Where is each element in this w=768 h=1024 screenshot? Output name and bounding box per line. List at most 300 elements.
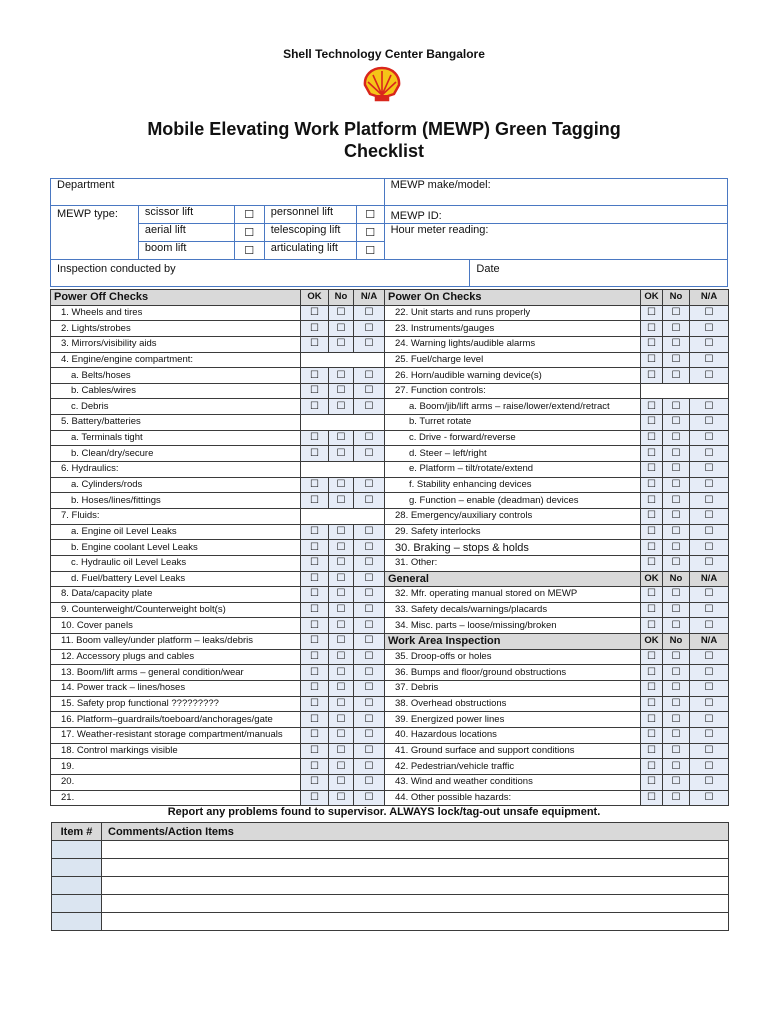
- item-number-cell[interactable]: [52, 859, 102, 877]
- no-checkbox[interactable]: ☐: [329, 712, 354, 728]
- na-checkbox[interactable]: ☐: [690, 462, 729, 478]
- na-checkbox[interactable]: ☐: [354, 587, 385, 603]
- col-ok-header: OK: [641, 634, 663, 650]
- table-row: [51, 587, 729, 603]
- na-checkbox[interactable]: ☐: [354, 696, 385, 712]
- no-checkbox[interactable]: ☐: [329, 524, 354, 540]
- no-checkbox[interactable]: ☐: [329, 790, 354, 806]
- table-row: [51, 665, 729, 681]
- no-checkbox[interactable]: ☐: [663, 696, 690, 712]
- type-boom-lift: boom lift: [138, 242, 234, 260]
- date-field[interactable]: Date: [470, 260, 728, 287]
- page-title: Mobile Elevating Work Platform (MEWP) Green Tagging Checklist: [147, 119, 621, 161]
- table-row: [51, 524, 729, 540]
- na-checkbox[interactable]: ☐: [354, 540, 385, 556]
- no-checkbox[interactable]: ☐: [329, 477, 354, 493]
- ok-checkbox[interactable]: ☐: [641, 743, 663, 759]
- equipment-info-table: [50, 178, 728, 287]
- no-checkbox[interactable]: ☐: [663, 790, 690, 806]
- na-checkbox[interactable]: ☐: [354, 383, 385, 399]
- item-number-cell[interactable]: [52, 877, 102, 895]
- articulating-lift-checkbox[interactable]: ☐: [356, 242, 384, 260]
- ok-checkbox[interactable]: ☐: [301, 649, 329, 665]
- ok-checkbox[interactable]: ☐: [301, 571, 329, 587]
- no-checkbox[interactable]: ☐: [663, 462, 690, 478]
- item-number-cell[interactable]: [52, 895, 102, 913]
- comment-row: [52, 859, 729, 877]
- na-checkbox[interactable]: ☐: [690, 524, 729, 540]
- check-item-label: 30. Braking – stops & holds: [385, 540, 641, 556]
- department-field[interactable]: Department: [51, 179, 385, 206]
- na-checkbox[interactable]: ☐: [354, 712, 385, 728]
- check-item-label: 9. Counterweight/Counterweight bolt(s): [51, 602, 301, 618]
- ok-checkbox[interactable]: ☐: [301, 430, 329, 446]
- item-number-cell[interactable]: [52, 841, 102, 859]
- no-checkbox[interactable]: ☐: [329, 618, 354, 634]
- ok-checkbox[interactable]: ☐: [641, 477, 663, 493]
- ok-checkbox[interactable]: ☐: [641, 681, 663, 697]
- na-checkbox[interactable]: ☐: [690, 649, 729, 665]
- check-item-label: 41. Ground surface and support conditions: [385, 743, 641, 759]
- na-checkbox[interactable]: ☐: [690, 305, 729, 321]
- check-item-label: 3. Mirrors/visibility aids: [51, 336, 301, 352]
- comment-row: [52, 841, 729, 859]
- check-item-label: 39. Energized power lines: [385, 712, 641, 728]
- check-item-label: c. Hydraulic oil Level Leaks: [51, 555, 301, 571]
- na-checkbox[interactable]: ☐: [354, 368, 385, 384]
- no-checkbox[interactable]: ☐: [663, 774, 690, 790]
- check-item-label: 34. Misc. parts – loose/missing/broken: [385, 618, 641, 634]
- check-item-label: 42. Pedestrian/vehicle traffic: [385, 759, 641, 775]
- table-row: [51, 712, 729, 728]
- item-number-cell[interactable]: [52, 913, 102, 931]
- ok-checkbox[interactable]: ☐: [641, 774, 663, 790]
- na-checkbox[interactable]: ☐: [354, 555, 385, 571]
- table-row: [51, 571, 729, 587]
- telescoping-lift-checkbox[interactable]: ☐: [356, 224, 384, 242]
- no-checkbox[interactable]: ☐: [329, 587, 354, 603]
- ok-checkbox[interactable]: ☐: [301, 368, 329, 384]
- no-checkbox[interactable]: ☐: [663, 524, 690, 540]
- ok-checkbox[interactable]: ☐: [641, 415, 663, 431]
- col-no-header: No: [663, 290, 690, 306]
- ok-checkbox[interactable]: ☐: [641, 430, 663, 446]
- ok-checkbox[interactable]: ☐: [641, 462, 663, 478]
- na-checkbox[interactable]: ☐: [690, 321, 729, 337]
- ok-checkbox[interactable]: ☐: [641, 321, 663, 337]
- table-row: [51, 493, 729, 509]
- check-item-label: 27. Function controls:: [385, 383, 641, 399]
- no-checkbox[interactable]: ☐: [329, 446, 354, 462]
- ok-checkbox[interactable]: ☐: [641, 759, 663, 775]
- organization-name: Shell Technology Center Bangalore: [283, 47, 485, 61]
- check-item-label: b. Cables/wires: [51, 383, 301, 399]
- ok-checkbox[interactable]: ☐: [641, 399, 663, 415]
- table-row: [51, 540, 729, 556]
- na-checkbox[interactable]: ☐: [354, 321, 385, 337]
- ok-checkbox[interactable]: ☐: [301, 618, 329, 634]
- no-checkbox[interactable]: ☐: [329, 305, 354, 321]
- no-checkbox[interactable]: ☐: [663, 681, 690, 697]
- no-checkbox[interactable]: ☐: [329, 696, 354, 712]
- no-checkbox[interactable]: ☐: [329, 774, 354, 790]
- comment-row: [52, 877, 729, 895]
- na-checkbox[interactable]: ☐: [354, 602, 385, 618]
- table-row: [51, 774, 729, 790]
- check-item-label: 21.: [51, 790, 301, 806]
- table-row: [51, 368, 729, 384]
- ok-checkbox[interactable]: ☐: [301, 524, 329, 540]
- checklist-header-row: [51, 290, 729, 306]
- na-checkbox[interactable]: ☐: [354, 493, 385, 509]
- ok-checkbox[interactable]: ☐: [301, 665, 329, 681]
- comments-header: Comments/Action Items: [102, 823, 729, 841]
- ok-checkbox[interactable]: ☐: [301, 634, 329, 650]
- ok-checkbox[interactable]: ☐: [301, 305, 329, 321]
- table-row: [51, 415, 729, 431]
- no-checkbox[interactable]: ☐: [329, 759, 354, 775]
- table-row: [51, 336, 729, 352]
- no-checkbox[interactable]: ☐: [329, 555, 354, 571]
- check-item-label: b. Hoses/lines/fittings: [51, 493, 301, 509]
- ok-checkbox[interactable]: ☐: [301, 336, 329, 352]
- no-checkbox[interactable]: ☐: [663, 508, 690, 524]
- ok-checkbox[interactable]: ☐: [641, 336, 663, 352]
- personnel-lift-checkbox[interactable]: ☐: [356, 206, 384, 224]
- na-checkbox[interactable]: ☐: [354, 649, 385, 665]
- na-checkbox[interactable]: ☐: [690, 430, 729, 446]
- check-item-label: 1. Wheels and tires: [51, 305, 301, 321]
- na-checkbox[interactable]: ☐: [354, 571, 385, 587]
- no-checkbox[interactable]: ☐: [329, 540, 354, 556]
- no-checkbox[interactable]: ☐: [663, 649, 690, 665]
- make-model-field[interactable]: MEWP make/model:: [384, 179, 727, 206]
- na-checkbox[interactable]: ☐: [354, 665, 385, 681]
- table-row: [51, 305, 729, 321]
- na-checkbox[interactable]: ☐: [690, 681, 729, 697]
- table-row: [51, 618, 729, 634]
- col-ok-header: OK: [301, 290, 329, 306]
- ok-checkbox[interactable]: ☐: [641, 712, 663, 728]
- check-item-label: 37. Debris: [385, 681, 641, 697]
- col-no-header: No: [663, 571, 690, 587]
- na-checkbox[interactable]: ☐: [690, 790, 729, 806]
- ok-checkbox[interactable]: ☐: [301, 743, 329, 759]
- type-articulating-lift: articulating lift: [264, 242, 356, 260]
- ok-checkbox[interactable]: ☐: [641, 665, 663, 681]
- check-item-label: 33. Safety decals/warnings/placards: [385, 602, 641, 618]
- type-aerial-lift: aerial lift: [138, 224, 234, 242]
- table-row: [51, 790, 729, 806]
- ok-checkbox[interactable]: ☐: [641, 524, 663, 540]
- check-item-label: 28. Emergency/auxiliary controls: [385, 508, 641, 524]
- na-checkbox[interactable]: ☐: [690, 555, 729, 571]
- ok-checkbox[interactable]: ☐: [641, 540, 663, 556]
- col-no-header: No: [663, 634, 690, 650]
- power-off-header: Power Off Checks: [51, 290, 301, 306]
- na-checkbox[interactable]: ☐: [354, 399, 385, 415]
- na-checkbox[interactable]: ☐: [690, 665, 729, 681]
- no-checkbox[interactable]: ☐: [329, 321, 354, 337]
- na-checkbox[interactable]: ☐: [354, 477, 385, 493]
- na-checkbox[interactable]: ☐: [690, 618, 729, 634]
- check-item-label: a. Boom/jib/lift arms – raise/lower/extend/retract: [385, 399, 641, 415]
- item-number-header: Item #: [52, 823, 102, 841]
- table-row: [51, 430, 729, 446]
- comment-cell[interactable]: [102, 913, 729, 931]
- no-checkbox[interactable]: ☐: [329, 727, 354, 743]
- ok-checkbox[interactable]: ☐: [641, 446, 663, 462]
- na-checkbox[interactable]: ☐: [690, 696, 729, 712]
- na-checkbox[interactable]: ☐: [354, 524, 385, 540]
- no-checkbox[interactable]: ☐: [329, 743, 354, 759]
- ok-checkbox[interactable]: ☐: [301, 399, 329, 415]
- ok-checkbox[interactable]: ☐: [641, 602, 663, 618]
- no-checkbox[interactable]: ☐: [663, 618, 690, 634]
- no-checkbox[interactable]: ☐: [329, 649, 354, 665]
- no-checkbox[interactable]: ☐: [663, 602, 690, 618]
- ok-checkbox[interactable]: ☐: [301, 587, 329, 603]
- check-item-label: 29. Safety interlocks: [385, 524, 641, 540]
- ok-checkbox[interactable]: ☐: [301, 383, 329, 399]
- col-no-header: No: [329, 290, 354, 306]
- na-checkbox[interactable]: ☐: [354, 759, 385, 775]
- table-row: [51, 696, 729, 712]
- check-item-label: 20.: [51, 774, 301, 790]
- ok-checkbox[interactable]: ☐: [641, 305, 663, 321]
- ok-checkbox[interactable]: ☐: [301, 681, 329, 697]
- ok-checkbox[interactable]: ☐: [301, 540, 329, 556]
- no-checkbox[interactable]: ☐: [663, 555, 690, 571]
- check-item-label: d. Steer – left/right: [385, 446, 641, 462]
- ok-checkbox[interactable]: ☐: [301, 774, 329, 790]
- check-item-label: 15. Safety prop functional ?????????: [51, 696, 301, 712]
- check-item-label: 43. Wind and weather conditions: [385, 774, 641, 790]
- no-checkbox[interactable]: ☐: [663, 415, 690, 431]
- check-item-label: 7. Fluids:: [51, 508, 301, 524]
- table-row: [51, 555, 729, 571]
- no-checkbox[interactable]: ☐: [663, 712, 690, 728]
- check-item-label: 6. Hydraulics:: [51, 462, 301, 478]
- na-checkbox[interactable]: ☐: [690, 540, 729, 556]
- no-checkbox[interactable]: ☐: [329, 665, 354, 681]
- inspection-conducted-by-field[interactable]: Inspection conducted by: [51, 260, 470, 287]
- section-header: Work Area Inspection: [385, 634, 641, 650]
- no-checkbox[interactable]: ☐: [329, 368, 354, 384]
- shell-logo-icon: [362, 66, 402, 102]
- no-checkbox[interactable]: ☐: [663, 587, 690, 603]
- mewp-type-label: MEWP type:: [51, 206, 139, 224]
- ok-checkbox[interactable]: ☐: [641, 649, 663, 665]
- inspection-checklist-table: [50, 289, 729, 806]
- no-checkbox[interactable]: ☐: [663, 352, 690, 368]
- comment-row: [52, 913, 729, 931]
- na-checkbox[interactable]: ☐: [354, 790, 385, 806]
- na-checkbox[interactable]: ☐: [690, 399, 729, 415]
- na-checkbox[interactable]: ☐: [690, 352, 729, 368]
- check-item-label: 25. Fuel/charge level: [385, 352, 641, 368]
- no-checkbox[interactable]: ☐: [663, 321, 690, 337]
- na-checkbox[interactable]: ☐: [690, 727, 729, 743]
- check-item-label: 12. Accessory plugs and cables: [51, 649, 301, 665]
- ok-checkbox[interactable]: ☐: [641, 493, 663, 509]
- ok-checkbox[interactable]: ☐: [641, 508, 663, 524]
- check-item-label: b. Clean/dry/secure: [51, 446, 301, 462]
- section-header: General: [385, 571, 641, 587]
- na-checkbox[interactable]: ☐: [690, 743, 729, 759]
- na-checkbox[interactable]: ☐: [354, 430, 385, 446]
- comment-cell[interactable]: [102, 877, 729, 895]
- col-na-header: N/A: [690, 290, 729, 306]
- comment-cell[interactable]: [102, 859, 729, 877]
- power-on-header: Power On Checks: [385, 290, 641, 306]
- na-checkbox[interactable]: ☐: [690, 602, 729, 618]
- check-item-label: b. Turret rotate: [385, 415, 641, 431]
- ok-checkbox[interactable]: ☐: [641, 555, 663, 571]
- no-checkbox[interactable]: ☐: [663, 759, 690, 775]
- check-item-label: 26. Horn/audible warning device(s): [385, 368, 641, 384]
- no-checkbox[interactable]: ☐: [663, 493, 690, 509]
- table-row: [51, 649, 729, 665]
- table-row: [51, 477, 729, 493]
- no-checkbox[interactable]: ☐: [663, 430, 690, 446]
- check-item-label: 16. Platform–guardrails/toeboard/anchorages/gate: [51, 712, 301, 728]
- no-checkbox[interactable]: ☐: [329, 399, 354, 415]
- check-item-label: g. Function – enable (deadman) devices: [385, 493, 641, 509]
- check-item-label: a. Cylinders/rods: [51, 477, 301, 493]
- ok-checkbox[interactable]: ☐: [301, 727, 329, 743]
- check-item-label: c. Drive - forward/reverse: [385, 430, 641, 446]
- comments-table: [51, 822, 729, 931]
- ok-checkbox[interactable]: ☐: [301, 446, 329, 462]
- na-checkbox[interactable]: ☐: [354, 618, 385, 634]
- ok-checkbox[interactable]: ☐: [641, 352, 663, 368]
- comment-cell[interactable]: [102, 895, 729, 913]
- ok-checkbox[interactable]: ☐: [641, 587, 663, 603]
- na-checkbox[interactable]: ☐: [354, 446, 385, 462]
- no-checkbox[interactable]: ☐: [329, 493, 354, 509]
- check-item-label: 8. Data/capacity plate: [51, 587, 301, 603]
- no-checkbox[interactable]: ☐: [663, 477, 690, 493]
- check-item-label: 17. Weather-resistant storage compartment/manuals: [51, 727, 301, 743]
- type-scissor-lift: scissor lift: [138, 206, 234, 224]
- scissor-lift-checkbox[interactable]: ☐: [234, 206, 264, 224]
- na-checkbox[interactable]: ☐: [354, 727, 385, 743]
- na-checkbox[interactable]: ☐: [690, 774, 729, 790]
- no-checkbox[interactable]: ☐: [329, 336, 354, 352]
- ok-checkbox[interactable]: ☐: [641, 727, 663, 743]
- na-checkbox[interactable]: ☐: [690, 712, 729, 728]
- na-checkbox[interactable]: ☐: [690, 587, 729, 603]
- ok-checkbox[interactable]: ☐: [301, 555, 329, 571]
- aerial-lift-checkbox[interactable]: ☐: [234, 224, 264, 242]
- na-checkbox[interactable]: ☐: [690, 415, 729, 431]
- check-item-label: 31. Other:: [385, 555, 641, 571]
- na-checkbox[interactable]: ☐: [354, 743, 385, 759]
- check-item-label: 10. Cover panels: [51, 618, 301, 634]
- ok-checkbox[interactable]: ☐: [301, 790, 329, 806]
- check-item-label: a. Terminals tight: [51, 430, 301, 446]
- check-item-label: a. Engine oil Level Leaks: [51, 524, 301, 540]
- no-checkbox[interactable]: ☐: [663, 368, 690, 384]
- check-item-label: 2. Lights/strobes: [51, 321, 301, 337]
- na-checkbox[interactable]: ☐: [354, 774, 385, 790]
- no-checkbox[interactable]: ☐: [329, 571, 354, 587]
- table-row: [51, 634, 729, 650]
- no-checkbox[interactable]: ☐: [329, 430, 354, 446]
- check-item-label: 40. Hazardous locations: [385, 727, 641, 743]
- check-item-label: 38. Overhead obstructions: [385, 696, 641, 712]
- ok-checkbox[interactable]: ☐: [641, 618, 663, 634]
- table-row: [51, 352, 729, 368]
- no-checkbox[interactable]: ☐: [663, 446, 690, 462]
- no-checkbox[interactable]: ☐: [329, 634, 354, 650]
- table-row: [51, 681, 729, 697]
- ok-checkbox[interactable]: ☐: [301, 759, 329, 775]
- check-item-label: 4. Engine/engine compartment:: [51, 352, 301, 368]
- table-row: [51, 399, 729, 415]
- na-checkbox[interactable]: ☐: [690, 336, 729, 352]
- ok-checkbox[interactable]: ☐: [641, 368, 663, 384]
- na-checkbox[interactable]: ☐: [690, 446, 729, 462]
- na-checkbox[interactable]: ☐: [354, 634, 385, 650]
- na-checkbox[interactable]: ☐: [354, 305, 385, 321]
- ok-checkbox[interactable]: ☐: [301, 602, 329, 618]
- na-checkbox[interactable]: ☐: [690, 477, 729, 493]
- boom-lift-checkbox[interactable]: ☐: [234, 242, 264, 260]
- check-item-label: c. Debris: [51, 399, 301, 415]
- comment-cell[interactable]: [102, 841, 729, 859]
- no-checkbox[interactable]: ☐: [663, 540, 690, 556]
- na-checkbox[interactable]: ☐: [690, 508, 729, 524]
- mewp-id-field[interactable]: MEWP ID:: [384, 206, 727, 224]
- no-checkbox[interactable]: ☐: [663, 399, 690, 415]
- no-checkbox[interactable]: ☐: [663, 336, 690, 352]
- no-checkbox[interactable]: ☐: [663, 727, 690, 743]
- table-row: [51, 727, 729, 743]
- col-na-header: N/A: [354, 290, 385, 306]
- no-checkbox[interactable]: ☐: [329, 602, 354, 618]
- hour-meter-field[interactable]: Hour meter reading:: [384, 224, 727, 260]
- no-checkbox[interactable]: ☐: [329, 681, 354, 697]
- check-item-label: b. Engine coolant Level Leaks: [51, 540, 301, 556]
- check-item-label: 23. Instruments/gauges: [385, 321, 641, 337]
- col-na-header: N/A: [690, 634, 729, 650]
- no-checkbox[interactable]: ☐: [663, 305, 690, 321]
- na-checkbox[interactable]: ☐: [690, 493, 729, 509]
- no-checkbox[interactable]: ☐: [663, 743, 690, 759]
- no-checkbox[interactable]: ☐: [329, 383, 354, 399]
- table-row: [51, 446, 729, 462]
- ok-checkbox[interactable]: ☐: [301, 321, 329, 337]
- na-checkbox[interactable]: ☐: [690, 368, 729, 384]
- comment-row: [52, 895, 729, 913]
- ok-checkbox[interactable]: ☐: [301, 493, 329, 509]
- table-row: [51, 462, 729, 478]
- check-item-label: a. Belts/hoses: [51, 368, 301, 384]
- no-checkbox[interactable]: ☐: [663, 665, 690, 681]
- check-item-label: 11. Boom valley/under platform – leaks/debris: [51, 634, 301, 650]
- na-checkbox[interactable]: ☐: [354, 336, 385, 352]
- ok-checkbox[interactable]: ☐: [641, 696, 663, 712]
- ok-checkbox[interactable]: ☐: [641, 790, 663, 806]
- table-row: [51, 321, 729, 337]
- na-checkbox[interactable]: ☐: [354, 681, 385, 697]
- ok-checkbox[interactable]: ☐: [301, 712, 329, 728]
- ok-checkbox[interactable]: ☐: [301, 696, 329, 712]
- ok-checkbox[interactable]: ☐: [301, 477, 329, 493]
- na-checkbox[interactable]: ☐: [690, 759, 729, 775]
